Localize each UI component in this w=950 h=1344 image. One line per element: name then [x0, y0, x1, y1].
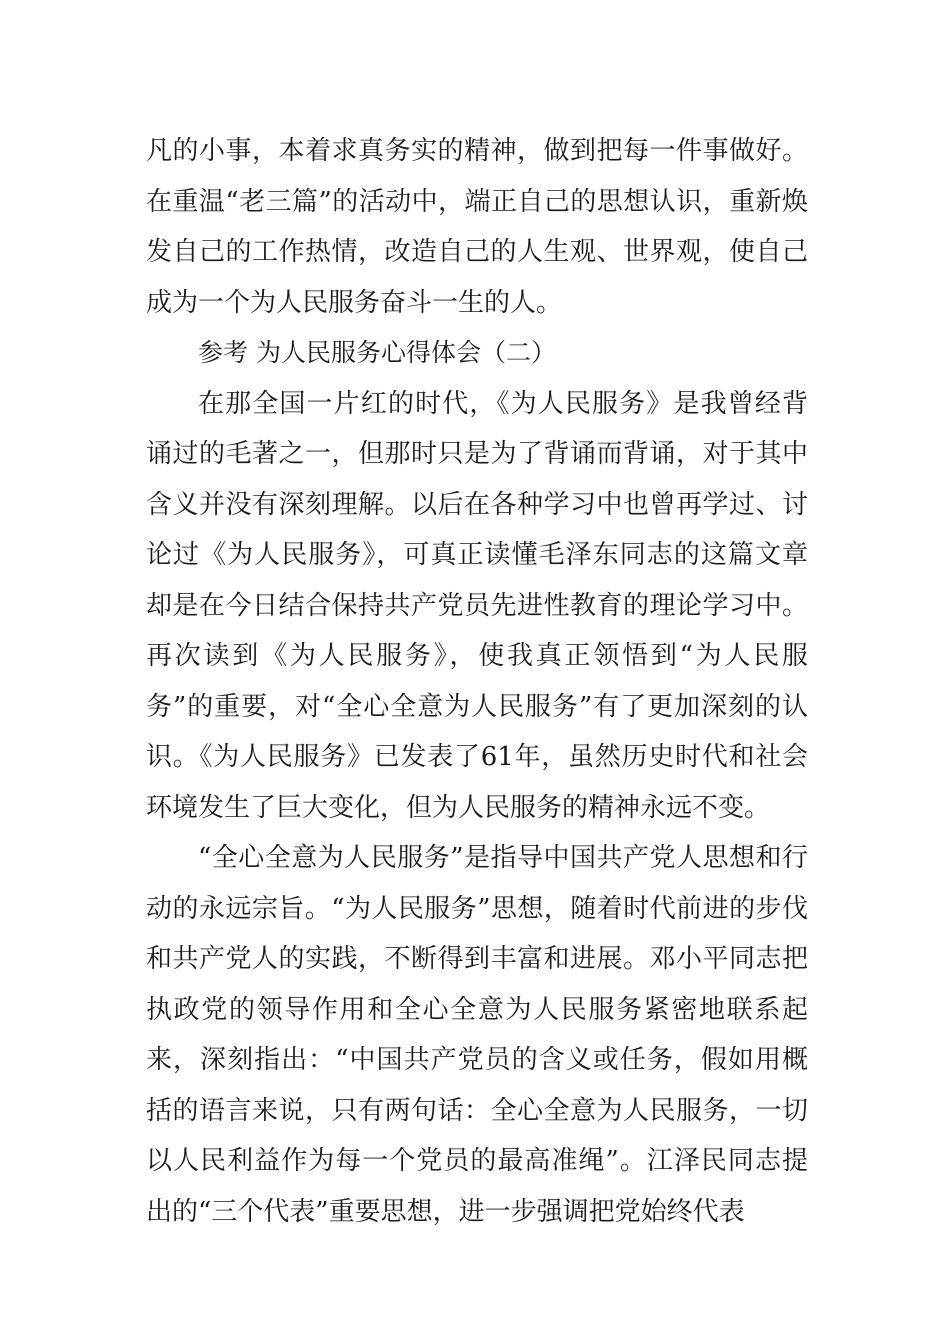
paragraph-continuation: 凡的小事，本着求真务实的精神，做到把每一件事做好。在重温“老三篇”的活动中，端正自己的思想认识，重新焕发自己的工作热情，改造自己的人生观、世界观，使自己成为一个为人民服务奋斗一生的人。: [146, 136, 808, 318]
document-body: [146, 126, 808, 1237]
section-heading: 参考 为人民服务心得体会（二）: [198, 338, 556, 367]
paragraph: “全心全意为人民服务”是指导中国共产党人思想和行动的永远宗旨。“为人民服务”思想，随着时代前进的步伐和共产党人的实践，不断得到丰富和进展。邓小平同志把执政党的领导作用和全心全意为人民服务紧密地联系起来，深刻指出：“中国共产党员的含义或任务，假如用概括的语言来说，只有两句话：全心全意为人民服务，一切以人民利益作为每一个党员的最高准绳”。江泽民同志提出的“三个代表”重要思想，进一步强调把党始终代表: [146, 843, 808, 1227]
paragraph: 在那全国一片红的时代，《为人民服务》是我曾经背诵过的毛著之一，但那时只是为了背诵而背诵，对于其中含义并没有深刻理解。以后在各种学习中也曾再学过、讨论过《为人民服务》，可真正读懂毛泽东同志的这篇文章却是在今日结合保持共产党员先进性教育的理论学习中。再次读到《为人民服务》，使我真正领悟到“为人民服务”的重要，对“全心全意为人民服务”有了更加深刻的认识。《为人民服务》已发表了61年，虽然历史时代和社会环境发生了巨大变化，但为人民服务的精神永远不变。: [146, 388, 808, 823]
